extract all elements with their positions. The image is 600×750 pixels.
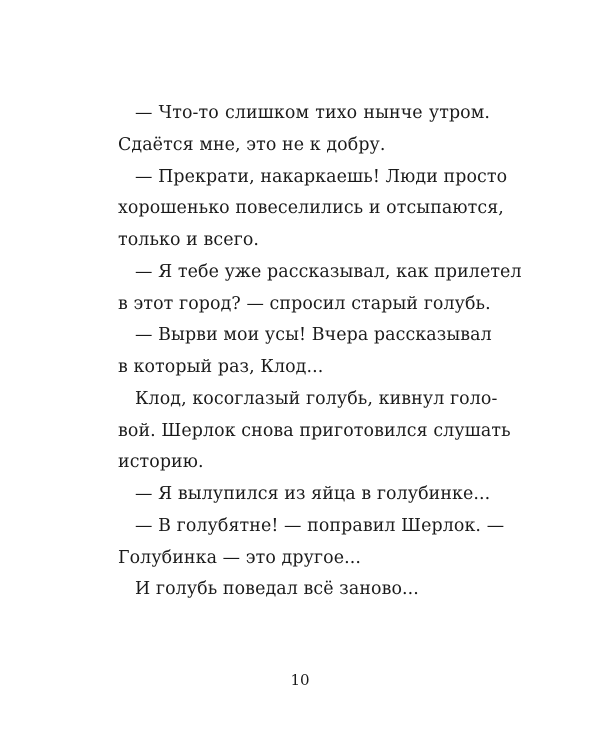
text-line: И голубь поведал всё заново...	[135, 579, 419, 600]
text-line: — Прекрати, накаркаешь! Люди просто	[135, 166, 508, 187]
text-line: Сдаётся мне, это не к добру.	[118, 134, 386, 155]
text-line: — Я тебе уже рассказывал, как прилетел	[135, 261, 522, 282]
text-line: вой. Шерлок снова приготовился слушать	[118, 420, 511, 441]
text-line: — Я вылупился из яйца в голубинке...	[135, 484, 491, 504]
body-text	[118, 98, 522, 606]
text-line: — Что-то слишком тихо нынче утром.	[135, 103, 490, 123]
text-line: в который раз, Клод...	[118, 357, 324, 377]
text-line: хорошенько повеселились и отсыпаются,	[118, 198, 504, 219]
text-line: — В голубятне! — поправил Шерлок. —	[135, 515, 505, 536]
text-line: в этот город? — спросил старый голубь.	[118, 293, 491, 314]
text-line: — Вырви мои усы! Вчера рассказывал	[135, 325, 492, 346]
text-line: Голубинка — это другое...	[118, 547, 361, 568]
text-line: только и всего.	[118, 230, 260, 250]
text-line: Клод, косоглазый голубь, кивнул голо-	[135, 388, 498, 409]
page-number: 10	[290, 671, 310, 689]
text-line: историю.	[118, 452, 204, 473]
